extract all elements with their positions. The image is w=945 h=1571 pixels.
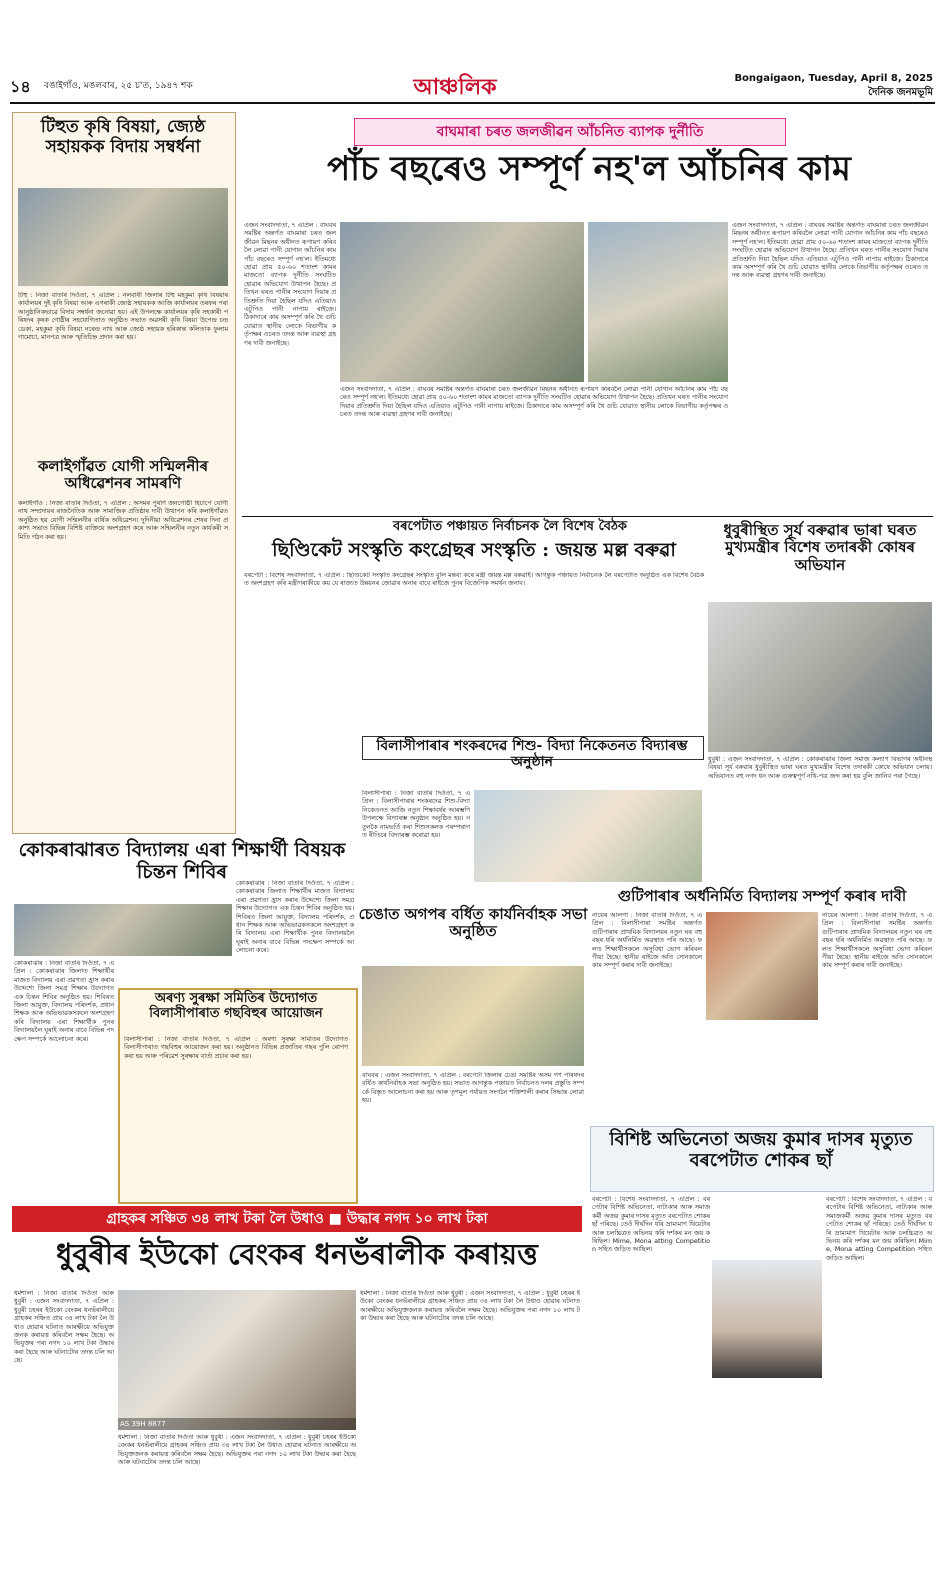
middle-story-1-kicker: বৰপেটাত পঞ্চায়ত নিৰ্বাচনক লৈ বিশেষ বৈঠক — [392, 519, 628, 534]
bottom-story-headline: ধুবুৰীৰ ইউকো বেংকৰ ধনভঁৰালীক কৰায়ত্ত — [56, 1237, 538, 1271]
middle-story-3-body: বাঘবৰ : এজন সংবাদদাতা, ৭ এপ্ৰিল : বৰপেটা জিলাৰ চেঙা সমষ্টিৰ অসম গণ পৰিষদৰ বৰ্ধিত কাৰ্যনিৰ্বাহক সভা অনুষ্ঠিত হয়। সভাত আগন্তুক পঞ্চায়ত নিৰ্বাচনত দলৰ প্ৰস্তুতি সম্পৰ্কে বিস্তৃত আলোচনা কৰা হয় আৰু তৃণমূল পৰ্যায়ত সংগঠন শক্তিশালী কৰাৰ সিদ্ধান্ত লোৱা হয়। — [362, 1072, 584, 1105]
top-story-kicker: বাঘমাৰা চৰত জলজীৱন আঁচনিত ব্যাপক দুৰ্নীতি — [354, 118, 786, 146]
bottom-story-banner: গ্ৰাহকৰ সঞ্চিত ৩৪ লাখ টকা লৈ উধাও ■ উদ্ধাৰ নগদ ১০ লাখ টকা — [12, 1206, 582, 1232]
mid-rule — [242, 516, 933, 517]
left-story-2-body: কলাইগাঁও : নিজা বাতৰি দিওঁতা, ৭ এপ্ৰিল : অসমৰ পুৰণি জনগোষ্ঠী হিচাপে যোগী নাথ সম্প্ৰদায়ৰ ৰাজনৈতিক আৰু সামাজিক প্ৰতিষ্ঠাৰ দাবী উত্থাপন কৰি কলাইগাঁৱত অনুষ্ঠিত হয় যোগী সন্মিলনীৰ বাৰ্ষিক অধিৱেশন। দুদিনীয়া অধিৱেশনৰ শেষৰ দিনা প্ৰকাশ্য সভাত বিভিন্ন বিশিষ্ট ব্যক্তিয়ে অংশগ্ৰহণ কৰে আৰু সন্মিলনীৰ নতুন কাৰ্যকৰী সমিতি গঠন কৰা হয়। — [18, 500, 228, 541]
right-story-1-photo — [708, 602, 932, 752]
top-story-body-col1: এজন সংবাদদাতা, ৭ এপ্ৰিল : বাঘবৰ সমষ্টিৰ অন্তৰ্গত বাঘমাৰা চৰত জলজীৱন মিছনৰ অধীনত ৰূপায়ণ কৰিবলৈ লোৱা পানী যোগান আঁচনিৰ কাম পাঁচ বছৰেও সম্পূৰ্ণ নহ'ল। ইতিমধ্যে হোৱা প্ৰায় ৫০-৬০ শতাংশ কামৰ মাজতো ব্যাপক দুৰ্নীতি সংঘটিত হোৱাৰ অভিযোগ উত্থাপন হৈছে। প্ৰতিখন ঘৰত পানীৰ সংযোগ দিয়াৰ প্ৰতিশ্ৰুতি দিয়া হৈছিল যদিও এতিয়াও এটুপিও পানী নাপায় ৰাইজে। ঠিকাদাৰে কাম অসম্পূৰ্ণ কৰি থৈ গুচি যোৱাত স্থানীয় লোকে বিভাগীয় কৰ্তৃপক্ষৰ ওচৰত তদন্ত আৰু ব্যৱস্থা গ্ৰহণৰ দাবী জনাইছে। — [244, 222, 336, 347]
left-story-1-headline: টিহুত কৃষি বিষয়া, জ্যেষ্ঠ সহায়কক বিদায় সম্বৰ্ধনা — [40, 117, 206, 157]
left-story-1-body: টিহু : নিজা বাতৰি দিওঁতা, ৭ এপ্ৰিল : নলবাৰী জিলাৰ টিহু মহকুমা কৃষি বিষয়াৰ কাৰ্যালয়ৰ দুই কৃষি বিষয়া আৰু এগৰাকী জ্যেষ্ঠ সহায়কক আজি কাৰ্যালয়ৰ তৰফৰ পৰা আনুষ্ঠানিকভাৱে বিদায় সম্বৰ্ধনা জনোৱা হয়। এই উপলক্ষে কাৰ্যালয়ৰ কৃষি সহকাৰী পৰিষদৰ কৃষক গোষ্ঠীৰ সহযোগিতাত অনুষ্ঠিত সভাত অৱসৰী কৃষি বিষয়া উপেন্দ্ৰ চন্দ্ৰ ডেকা, মহকুমা কৃষি বিষয়া নৰেন্দ্ৰ নাথ আৰু জ্যেষ্ঠ সহায়ক হৰিকান্ত কলিতাক ফুলাম গামোচা, মানপত্ৰ আৰু স্মৃতিচিহ্ন প্ৰদান কৰা হয়। — [18, 292, 228, 342]
date-right: Bongaigaon, Tuesday, April 8, 2025 — [734, 73, 933, 84]
right-story-3-portrait — [712, 1260, 822, 1378]
middle-story-3-photo — [362, 966, 584, 1066]
middle-story-1-body: বৰপেটা : বিশেষ সংবাদদাতা, ৭ এপ্ৰিল : ছিণ্ডিকেট সংস্কৃতি কংগ্ৰেছৰ সংস্কৃতি বুলি মন্তব্য কৰে মন্ত্ৰী জয়ন্ত মল্ল বৰুৱাই। আগন্তুক পঞ্চায়ত নিৰ্বাচনক লৈ বৰপেটাত অনুষ্ঠিত এক বিশেষ বৈঠকত অংশগ্ৰহণ কৰি মন্ত্ৰীগৰাকীয়ে কয় যে ৰাজ্যত উন্নয়নৰ জোৱাৰ অনাৰ বাবে ৰাইজে পুনৰ বিজেপিক সমৰ্থন জনাব। — [244, 572, 704, 588]
page-number: ১৪ — [10, 77, 31, 96]
right-story-2-body: নায়েৰ আলগা : নিজা বাতৰি দিওঁতা, ৭ এপ্ৰিল : বিলাসীপাৰা সমষ্টিৰ অন্তৰ্গত গুটিপাৰাৰ প্ৰাথমিক বিদ্যালয়ৰ নতুন ঘৰ বহু বছৰ ধৰি অৰ্ধনিৰ্মিত অৱস্থাত পৰি আছে। ফলত শিক্ষাৰ্থীসকলে অসুবিধা ভোগ কৰিবলগীয়া হৈছে। স্থানীয় ৰাইজে অতি সোনকালে কাম সম্পূৰ্ণ কৰাৰ দাবী জনাইছে। — [592, 912, 702, 970]
top-story-body-col2: এজন সংবাদদাতা, ৭ এপ্ৰিল : বাঘবৰ সমষ্টিৰ অন্তৰ্গত বাঘমাৰা চৰত জলজীৱন মিছনৰ অধীনত ৰূপায়ণ কৰিবলৈ লোৱা পানী যোগান আঁচনিৰ কাম পাঁচ বছৰেও সম্পূৰ্ণ নহ'ল। ইতিমধ্যে হোৱা প্ৰায় ৫০-৬০ শতাংশ কামৰ মাজতো ব্যাপক দুৰ্নীতি সংঘটিত হোৱাৰ অভিযোগ উত্থাপন হৈছে। প্ৰতিখন ঘৰত পানীৰ সংযোগ দিয়াৰ প্ৰতিশ্ৰুতি দিয়া হৈছিল যদিও এতিয়াও এটুপিও পানী নাপায় ৰাইজে। ঠিকাদাৰে কাম অসম্পূৰ্ণ কৰি থৈ গুচি যোৱাত স্থানীয় লোকে বিভাগীয় কৰ্তৃপক্ষৰ ওচৰত তদন্ত আৰু ব্যৱস্থা গ্ৰহণৰ দাবী জনাইছে। — [340, 386, 728, 419]
bottom-story-body-col1: ধৰ্মশালা : নিজা বাতৰি দিওঁতা আৰু ধুবুৰী : এজন সংবাদদাতা, ৭ এপ্ৰিল : ধুবুৰী চহৰৰ ইউকো বেংকৰ ধনভঁৰালীয়ে গ্ৰাহকৰ সঞ্চিত প্ৰায় ৩৪ লাখ টকা লৈ উধাও হোৱাৰ ঘটনাত আৰক্ষীয়ে অভিযুক্তজনক কৰায়ত্ত কৰিবলৈ সক্ষম হৈছে। অভিযুক্তৰ পৰা নগদ ১০ লাখ টকা উদ্ধাৰ কৰা হৈছে আৰু ঘটনাটোৰ তদন্ত চলি আছে। — [14, 1290, 114, 1365]
bottom-story-body-col3: ধৰ্মশালা : নিজা বাতৰি দিওঁতা আৰু ধুবুৰী : এজন সংবাদদাতা, ৭ এপ্ৰিল : ধুবুৰী চহৰৰ ইউকো বেংকৰ ধনভঁৰালীয়ে গ্ৰাহকৰ সঞ্চিত প্ৰায় ৩৪ লাখ টকা লৈ উধাও হোৱাৰ ঘটনাত আৰক্ষীয়ে অভিযুক্তজনক কৰায়ত্ত কৰিবলৈ সক্ষম হৈছে। অভিযুক্তৰ পৰা নগদ ১০ লাখ টকা উদ্ধাৰ কৰা হৈছে আৰু ঘটনাটোৰ তদন্ত চলি আছে। — [360, 1290, 580, 1323]
left-story-3-body: কোকৰাঝাৰ : নিজা বাতৰি দিওঁতা, ৭ এপ্ৰিল : কোকৰাঝাৰ জিলাত শিক্ষাৰ্থীৰ মাজত বিদ্যালয় এৰা প্ৰৱণতা হ্ৰাস কৰাৰ উদ্দেশ্যে জিলা সমগ্ৰ শিক্ষাৰ উদ্যোগত এক চিন্তন শিবিৰ অনুষ্ঠিত হয়। শিবিৰত জিলা আয়ুক্ত, বিদ্যালয় পৰিদৰ্শক, প্ৰধান শিক্ষক আৰু অভিভাৱকসকলে অংশগ্ৰহণ কৰি বিদ্যালয় এৰা শিক্ষাৰ্থীক পুনৰ বিদ্যালয়লৈ ঘূৰাই অনাৰ বাবে বিভিন্ন পদক্ষেপ সম্পৰ্কে আলোচনা কৰে। — [14, 960, 114, 1043]
right-story-3-body-cont: বৰপেটা : বিশেষ সংবাদদাতা, ৭ এপ্ৰিল : বৰপেটাৰ বিশিষ্ট অভিনেতা, নাট্যকাৰ আৰু সমাজকৰ্মী অজয় কুমাৰ দাসৰ মৃত্যুত বৰপেটাত শোকৰ ছাঁ পৰিছে। তেওঁ দীৰ্ঘদিন ধৰি ভ্ৰাম্যমাণ থিয়েটাৰ আৰু চলচ্চিত্ৰত অভিনয় কৰি দৰ্শকৰ মন জয় কৰিছিল। Mime, Mona atting Competition সহিত জড়িত আছিল। — [826, 1196, 932, 1262]
paper-name: দৈনিক জনমভূমি — [868, 87, 933, 98]
middle-story-3-headline: চেঙাত অগপৰ বৰ্ধিত কাৰ্যনিৰ্বাহক সভা অনুষ্ঠিত — [358, 905, 588, 941]
bottom-story-photo — [118, 1290, 356, 1430]
masthead-right — [734, 72, 933, 100]
right-story-2-headline: গুটিপাৰাৰ অৰ্ধনিৰ্মিত বিদ্যালয় সম্পূৰ্ণ কৰাৰ দাবী — [617, 887, 907, 905]
top-story-photo-1 — [340, 222, 584, 382]
left-story-2-headline: কলাইগাঁৱত যোগী সন্মিলনীৰ অধিৱেশনৰ সামৰণি — [37, 457, 209, 493]
middle-story-2-headline-line1: বিলাসীপাৰাৰ শংকৰদেৱ শিশু- বিদ্যা নিকেতনত বিদ্যাৰম্ভ অনুষ্ঠান — [376, 738, 688, 771]
left-story-3-headline: কোকৰাঝাৰত বিদ্যালয় এৰা শিক্ষাৰ্থী বিষয়ক চিন্তন শিবিৰ — [18, 839, 346, 883]
date-left: বঙাইগাঁও, মঙলবাৰ, ২৫ চ'ত, ১৯৪৭ শক — [44, 81, 193, 91]
right-story-3-body: বৰপেটা : বিশেষ সংবাদদাতা, ৭ এপ্ৰিল : বৰপেটাৰ বিশিষ্ট অভিনেতা, নাট্যকাৰ আৰু সমাজকৰ্মী অজয় কুমাৰ দাসৰ মৃত্যুত বৰপেটাত শোকৰ ছাঁ পৰিছে। তেওঁ দীৰ্ঘদিন ধৰি ভ্ৰাম্যমাণ থিয়েটাৰ আৰু চলচ্চিত্ৰত অভিনয় কৰি দৰ্শকৰ মন জয় কৰিছিল। Mime, Mona atting Competition সহিত জড়িত আছিল। — [592, 1196, 710, 1254]
right-story-3-headline: বিশিষ্ট অভিনেতা অজয় কুমাৰ দাসৰ মৃত্যুত বৰপেটাত শোকৰ ছাঁ — [609, 1129, 913, 1171]
section-title: আঞ্চলিক — [413, 74, 497, 100]
middle-story-2-body: বিলাসীপাৰা : নিজা বাতৰি দিওঁতা, ৭ এপ্ৰিল : বিলাসীপাৰাৰ শংকৰদেৱ শিশু-বিদ্যা নিকেতনত আজি নতুন শিক্ষাবৰ্ষৰ আৰম্ভণি উপলক্ষে বিদ্যাৰম্ভ অনুষ্ঠান অনুষ্ঠিত হয়। নতুনকৈ নামভৰ্তি কৰা শিশুসকলক পৰম্পৰাগত ৰীতিৰে বিদ্যাৰম্ভ কৰোৱা হয়। — [362, 790, 470, 840]
top-story-photo-2 — [588, 222, 728, 382]
middle-story-2-photo — [474, 790, 702, 882]
left-story-3-photo — [14, 904, 232, 956]
left-story-4-body: বিলাসীপাৰা : নিজা বাতৰি দিওঁতা, ৭ এপ্ৰিল : অৰণ্য সুৰক্ষা সমিতিৰ উদ্যোগত বিলাসীপাৰাত গছবিহুৰ আয়োজন কৰা হয়। অনুষ্ঠানত বিভিন্ন প্ৰজাতিৰ গছৰ পুলি ৰোপণ কৰা হয় আৰু পৰিৱেশ সুৰক্ষাৰ বাৰ্তা প্ৰচাৰ কৰা হয়। — [124, 1036, 348, 1060]
left-story-4-headline: অৰণ্য সুৰক্ষা সমিতিৰ উদ্যোগত বিলাসীপাৰাত গছবিহুৰ আয়োজন — [149, 991, 323, 1021]
right-story-1-body: ধুবুৰী : এজন সংবাদদাতা, ৭ এপ্ৰিল : কোকৰাঝাৰ জিলা সমাজ কল্যাণ বিভাগৰ অধীনস্থ বিষয়া সূৰ্য বৰুৱাৰ ধুবুৰীস্থিত ভাৰা ঘৰত মুখ্যমন্ত্ৰীৰ বিশেষ তদাৰকী কোষে অভিযান চলায়। অভিযানত বহু নগদ ধন আৰু গুৰুত্বপূৰ্ণ নথি-পত্ৰ জব্দ কৰা হয় বুলি জানিব পৰা গৈছে। — [708, 756, 932, 780]
right-story-2-photo — [706, 912, 818, 1020]
middle-story-1-headline: ছিণ্ডিকেট সংস্কৃতি কংগ্ৰেছৰ সংস্কৃতি : জয়ন্ত মল্ল বৰুৱা — [272, 539, 676, 561]
left-story-3-body-cont: কোকৰাঝাৰ : নিজা বাতৰি দিওঁতা, ৭ এপ্ৰিল : কোকৰাঝাৰ জিলাত শিক্ষাৰ্থীৰ মাজত বিদ্যালয় এৰা প্ৰৱণতা হ্ৰাস কৰাৰ উদ্দেশ্যে জিলা সমগ্ৰ শিক্ষাৰ উদ্যোগত এক চিন্তন শিবিৰ অনুষ্ঠিত হয়। শিবিৰত জিলা আয়ুক্ত, বিদ্যালয় পৰিদৰ্শক, প্ৰধান শিক্ষক আৰু অভিভাৱকসকলে অংশগ্ৰহণ কৰি বিদ্যালয় এৰা শিক্ষাৰ্থীক পুনৰ বিদ্যালয়লৈ ঘূৰাই অনাৰ বাবে বিভিন্ন পদক্ষেপ সম্পৰ্কে আলোচনা কৰে। — [236, 880, 354, 955]
photo-plate-label: AS 39H 8877 — [118, 1418, 356, 1430]
right-story-2-body-cont: নায়েৰ আলগা : নিজা বাতৰি দিওঁতা, ৭ এপ্ৰিল : বিলাসীপাৰা সমষ্টিৰ অন্তৰ্গত গুটিপাৰাৰ প্ৰাথমিক বিদ্যালয়ৰ নতুন ঘৰ বহু বছৰ ধৰি অৰ্ধনিৰ্মিত অৱস্থাত পৰি আছে। ফলত শিক্ষাৰ্থীসকলে অসুবিধা ভোগ কৰিবলগীয়া হৈছে। স্থানীয় ৰাইজে অতি সোনকালে কাম সম্পূৰ্ণ কৰাৰ দাবী জনাইছে। — [822, 912, 932, 970]
masthead-rule — [10, 102, 935, 104]
left-story-1-photo — [18, 188, 228, 286]
top-story-headline: পাঁচ বছৰেও সম্পূৰ্ণ নহ'ল আঁচনিৰ কাম — [327, 149, 851, 189]
right-story-1-headline: ধুবুৰীস্থিত সূৰ্য বৰুৱাৰ ভাৰা ঘৰত মুখ্যমন্ত্ৰীৰ বিশেষ তদাৰকী কোষৰ অভিযান — [723, 521, 917, 574]
bottom-story-body-col2: ধৰ্মশালা : নিজা বাতৰি দিওঁতা আৰু ধুবুৰী : এজন সংবাদদাতা, ৭ এপ্ৰিল : ধুবুৰী চহৰৰ ইউকো বেংকৰ ধনভঁৰালীয়ে গ্ৰাহকৰ সঞ্চিত প্ৰায় ৩৪ লাখ টকা লৈ উধাও হোৱাৰ ঘটনাত আৰক্ষীয়ে অভিযুক্তজনক কৰায়ত্ত কৰিবলৈ সক্ষম হৈছে। অভিযুক্তৰ পৰা নগদ ১০ লাখ টকা উদ্ধাৰ কৰা হৈছে আৰু ঘটনাটোৰ তদন্ত চলি আছে। — [118, 1434, 356, 1467]
top-story-body-col3: এজন সংবাদদাতা, ৭ এপ্ৰিল : বাঘবৰ সমষ্টিৰ অন্তৰ্গত বাঘমাৰা চৰত জলজীৱন মিছনৰ অধীনত ৰূপায়ণ কৰিবলৈ লোৱা পানী যোগান আঁচনিৰ কাম পাঁচ বছৰেও সম্পূৰ্ণ নহ'ল। ইতিমধ্যে হোৱা প্ৰায় ৫০-৬০ শতাংশ কামৰ মাজতো ব্যাপক দুৰ্নীতি সংঘটিত হোৱাৰ অভিযোগ উত্থাপন হৈছে। প্ৰতিখন ঘৰত পানীৰ সংযোগ দিয়াৰ প্ৰতিশ্ৰুতি দিয়া হৈছিল যদিও এতিয়াও এটুপিও পানী নাপায় ৰাইজে। ঠিকাদাৰে কাম অসম্পূৰ্ণ কৰি থৈ গুচি যোৱাত স্থানীয় লোকে বিভাগীয় কৰ্তৃপক্ষৰ ওচৰত তদন্ত আৰু ব্যৱস্থা গ্ৰহণৰ দাবী জনাইছে। — [732, 222, 928, 280]
